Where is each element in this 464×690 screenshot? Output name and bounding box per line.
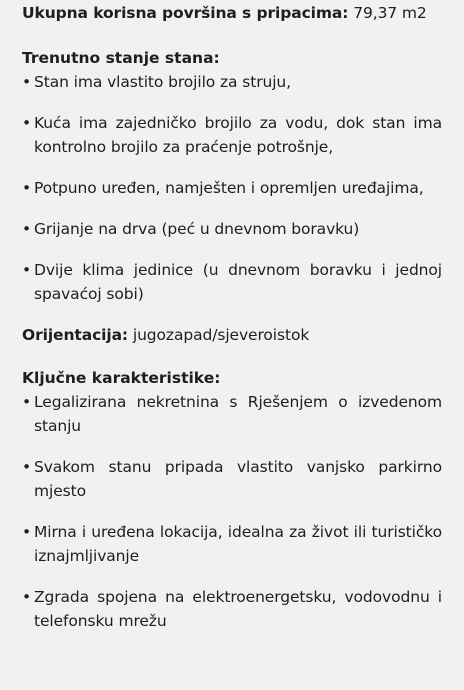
area-value: 79,37 m2 [348,4,427,22]
bullet-icon: • [22,220,32,238]
list-item-text: Grijanje na drva (peć u dnevnom boravku) [34,220,360,238]
list-item-text: Stan ima vlastito brojilo za struju, [34,73,291,91]
list-item [22,70,442,94]
orientation-value: jugozapad/sjeveroistok [128,326,310,344]
bullet-icon: • [22,179,32,197]
list-item [22,585,442,633]
bullet-icon: • [22,523,32,541]
bullet-icon: • [22,588,32,606]
list-item-text: Dvije klima jedinice (u dnevnom boravku i jednoj spavaćoj sobi) [34,261,442,303]
bullet-icon: • [22,261,32,279]
status-list [22,70,442,306]
orientation-line [22,323,442,347]
area-label: Ukupna korisna površina s pripacima: [22,4,349,22]
list-item [22,217,442,241]
status-heading: Trenutno stanje stana: [22,49,220,67]
bullet-icon: • [22,458,32,476]
orientation-label: Orijentacija: [22,326,129,344]
list-item [22,111,442,159]
area-summary [22,1,442,25]
list-item [22,176,442,200]
list-item-text: Kuća ima zajedničko brojilo za vodu, dok stan ima kontrolno brojilo za praćenje potrošnje, [34,114,442,156]
list-item [22,258,442,306]
list-item-text: Legalizirana nekretnina s Rješenjem o izvedenom stanju [34,393,442,435]
list-item [22,455,442,503]
list-item-text: Svakom stanu pripada vlastito vanjsko parkirno mjesto [34,458,442,500]
bullet-icon: • [22,393,32,411]
list-item-text: Potpuno uređen, namješten i opremljen uređajima, [34,179,424,197]
bullet-icon: • [22,73,32,91]
features-list [22,390,442,633]
list-item [22,520,442,568]
features-heading: Ključne karakteristike: [22,369,221,387]
bullet-icon: • [22,114,32,132]
list-item [22,390,442,438]
list-item-text: Zgrada spojena na elektroenergetsku, vodovodnu i telefonsku mrežu [34,588,442,630]
list-item-text: Mirna i uređena lokacija, idealna za život ili turističko iznajmljivanje [34,523,442,565]
